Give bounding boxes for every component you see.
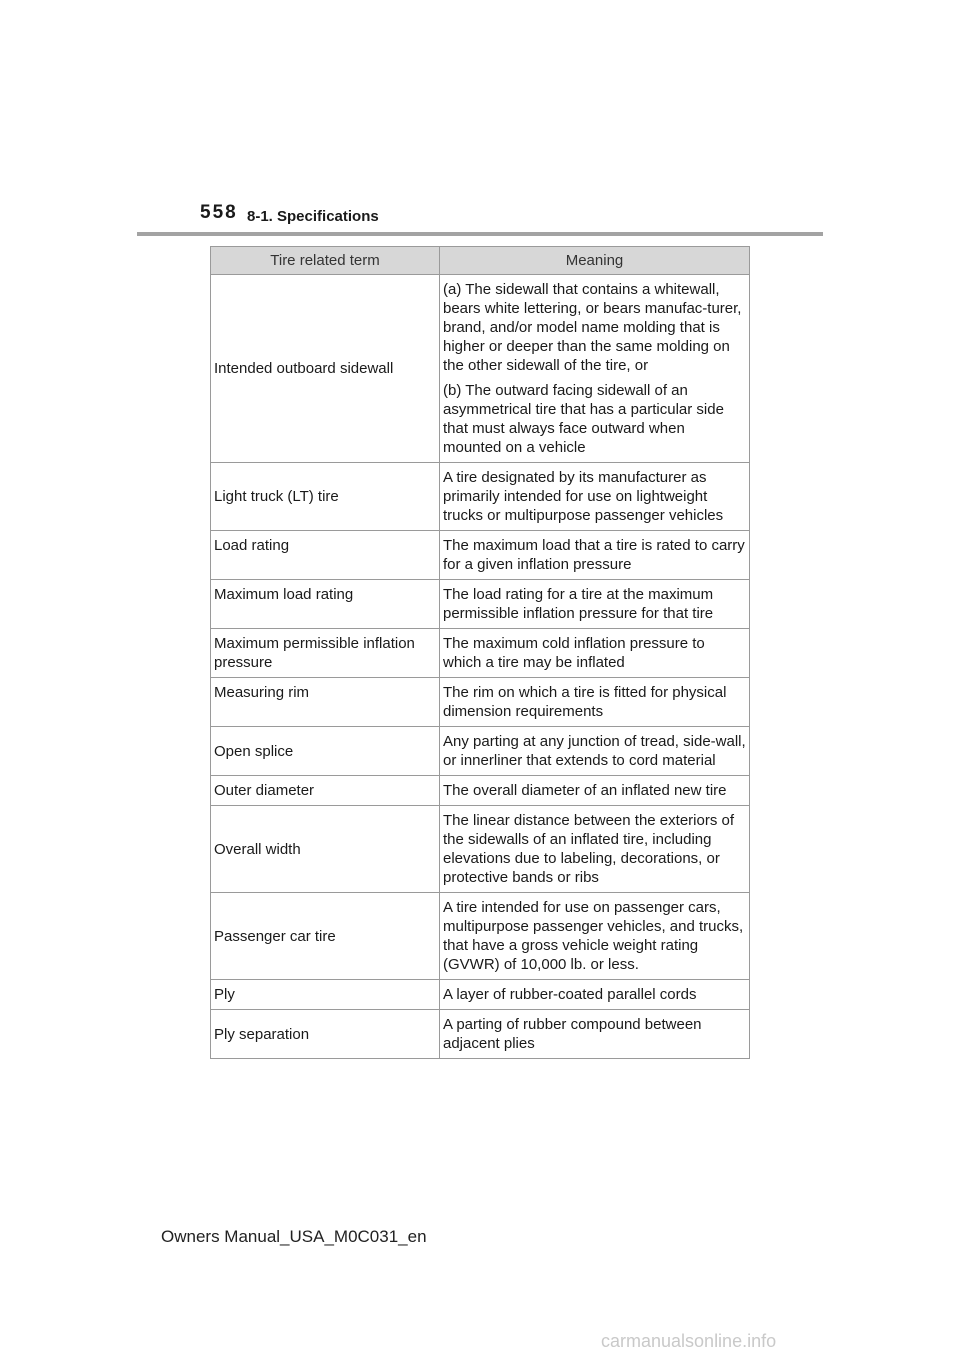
- table-row: [211, 580, 750, 629]
- table-row: [211, 531, 750, 580]
- table-row: [211, 806, 750, 893]
- meaning-cell: [440, 980, 750, 1010]
- table-row: [211, 275, 750, 463]
- column-header-term: Tire related term: [211, 247, 440, 275]
- meaning-paragraph: The overall diameter of an inflated new tire: [443, 782, 727, 799]
- term-cell: Light truck (LT) tire: [211, 463, 440, 531]
- table-header-row: [211, 247, 750, 275]
- meaning-paragraph: A tire intended for use on passenger cars, multipurpose passenger vehicles, and trucks, that have a gross vehicle weight rating (GVWR) of 10,000 lb. or less.: [443, 899, 744, 973]
- meaning-cell: [440, 629, 750, 678]
- meaning-paragraph: A layer of rubber-coated parallel cords: [443, 986, 697, 1003]
- meaning-paragraph: (a) The sidewall that contains a whitewall, bears white lettering, or bears manufac-turer, brand, and/or model name molding that is higher or deeper than the same molding on the other sidewall of the tire, or: [443, 281, 742, 374]
- term-cell: Ply: [211, 980, 440, 1010]
- meaning-cell: [440, 727, 750, 776]
- term-cell: Open splice: [211, 727, 440, 776]
- meaning-paragraph: A tire designated by its manufacturer as primarily intended for use on lightweight trucks or multipurpose passenger vehicles: [443, 469, 724, 524]
- meaning-cell: [440, 580, 750, 629]
- term-cell: Passenger car tire: [211, 893, 440, 980]
- column-header-meaning: Meaning: [440, 247, 750, 275]
- meaning-cell: [440, 1010, 750, 1059]
- meaning-cell: [440, 678, 750, 727]
- meaning-paragraph: The maximum cold inflation pressure to which a tire may be inflated: [443, 635, 705, 671]
- term-cell: Ply separation: [211, 1010, 440, 1059]
- header-rule: [137, 232, 823, 236]
- term-cell: Measuring rim: [211, 678, 440, 727]
- meaning-paragraph: The maximum load that a tire is rated to carry for a given inflation pressure: [443, 537, 745, 573]
- section-title: 8-1. Specifications: [247, 208, 379, 225]
- meaning-paragraph: The linear distance between the exteriors of the sidewalls of an inflated tire, including elevations due to labeling, decorations, or protective bands or ribs: [443, 812, 734, 886]
- term-cell: Load rating: [211, 531, 440, 580]
- meaning-cell: [440, 806, 750, 893]
- table-row: [211, 893, 750, 980]
- table-row: [211, 629, 750, 678]
- meaning-cell: [440, 893, 750, 980]
- term-cell: Maximum load rating: [211, 580, 440, 629]
- table-row: [211, 776, 750, 806]
- table-row: [211, 1010, 750, 1059]
- meaning-cell: [440, 275, 750, 463]
- table-row: [211, 678, 750, 727]
- term-cell: Outer diameter: [211, 776, 440, 806]
- meaning-cell: [440, 531, 750, 580]
- term-cell: Intended outboard sidewall: [211, 275, 440, 463]
- footer-text: Owners Manual_USA_M0C031_en: [161, 1227, 427, 1246]
- term-cell: Maximum permissible inflation pressure: [211, 629, 440, 678]
- meaning-cell: [440, 463, 750, 531]
- meaning-paragraph: The rim on which a tire is fitted for physical dimension requirements: [443, 684, 727, 720]
- meaning-paragraph: A parting of rubber compound between adjacent plies: [443, 1016, 702, 1052]
- meaning-paragraph: (b) The outward facing sidewall of an asymmetrical tire that has a particular side that must always face outward when mounted on a vehicle: [443, 382, 724, 456]
- watermark: carmanualsonline.info: [601, 1331, 777, 1351]
- table-body: [211, 275, 750, 1059]
- table-row: [211, 463, 750, 531]
- meaning-cell: [440, 776, 750, 806]
- table-row: [211, 980, 750, 1010]
- table-row: [211, 727, 750, 776]
- meaning-paragraph: The load rating for a tire at the maximum permissible inflation pressure for that tire: [443, 586, 714, 622]
- page-number: 558: [200, 202, 238, 223]
- term-cell: Overall width: [211, 806, 440, 893]
- meaning-paragraph: Any parting at any junction of tread, side-wall, or innerliner that extends to cord material: [443, 733, 746, 769]
- tire-terms-table: [210, 246, 750, 1059]
